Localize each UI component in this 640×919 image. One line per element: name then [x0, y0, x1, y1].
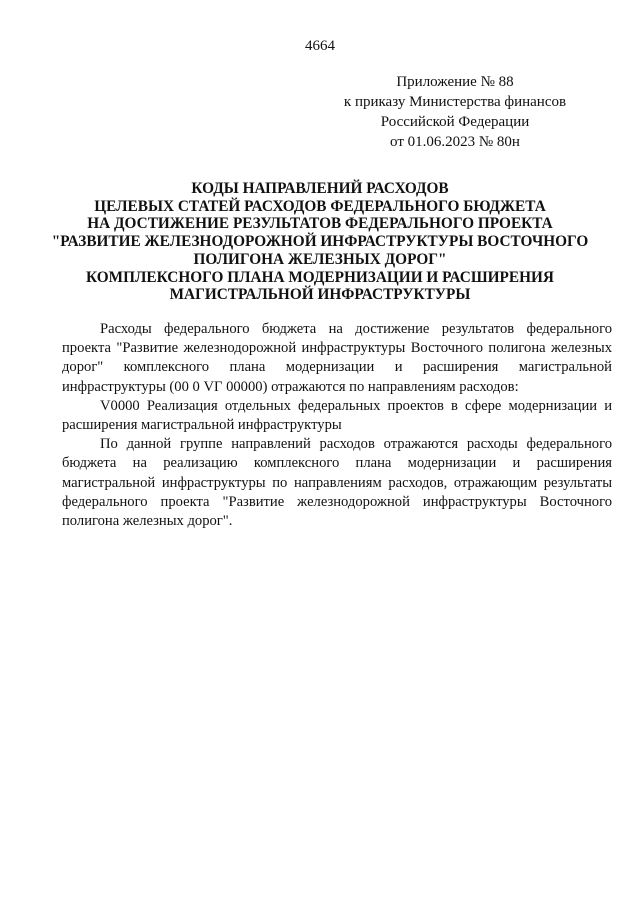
page-number: 4664: [305, 38, 335, 54]
appendix-number: Приложение № 88: [396, 74, 514, 90]
title-line: КОДЫ НАПРАВЛЕНИЙ РАСХОДОВ: [191, 180, 449, 197]
document-title: [40, 180, 600, 304]
title-line: "РАЗВИТИЕ ЖЕЛЕЗНОДОРОЖНОЙ ИНФРАСТРУКТУРЫ ВОСТОЧНОГО: [51, 233, 589, 251]
body-paragraph: Расходы федерального бюджета на достижение результатов федерального проекта "Развитие железнодорожной инфраструктуры Восточного полигона железных дорог" комплексного плана модернизации и расширения магистральной инфраструктуры (00 0 VГ 00000) отражаются по направлениям расходов:: [62, 321, 612, 395]
appendix-order-reference: к приказу Министерства финансов: [343, 94, 567, 110]
appendix-order-date: от 01.06.2023 № 80н: [390, 134, 520, 150]
appendix-authority: Российской Федерации: [380, 114, 530, 130]
title-line: НА ДОСТИЖЕНИЕ РЕЗУЛЬТАТОВ ФЕДЕРАЛЬНОГО ПРОЕКТА: [87, 215, 553, 233]
title-line: ПОЛИГОНА ЖЕЛЕЗНЫХ ДОРОГ": [193, 250, 447, 268]
body-paragraph: По данной группе направлений расходов отражаются расходы федерального бюджета на реализацию комплексного плана модернизации и расширения магистральной инфраструктуры по направлениям расходов, отражающим результаты федерального проекта "Развитие железнодорожной инфраструктуры Восточного полигона железных дорог".: [62, 436, 612, 530]
body-paragraph: V0000 Реализация отдельных федеральных проектов в сфере модернизации и расширения магистральной инфраструктуры: [62, 397, 612, 434]
title-line: ЦЕЛЕВЫХ СТАТЕЙ РАСХОДОВ ФЕДЕРАЛЬНОГО БЮДЖЕТА: [94, 197, 546, 215]
title-line: КОМПЛЕКСНОГО ПЛАНА МОДЕРНИЗАЦИИ И РАСШИРЕНИЯ: [86, 268, 554, 286]
appendix-reference: [330, 72, 580, 152]
title-line: МАГИСТРАЛЬНОЙ ИНФРАСТРУКТУРЫ: [169, 286, 471, 304]
document-body: [62, 320, 612, 531]
